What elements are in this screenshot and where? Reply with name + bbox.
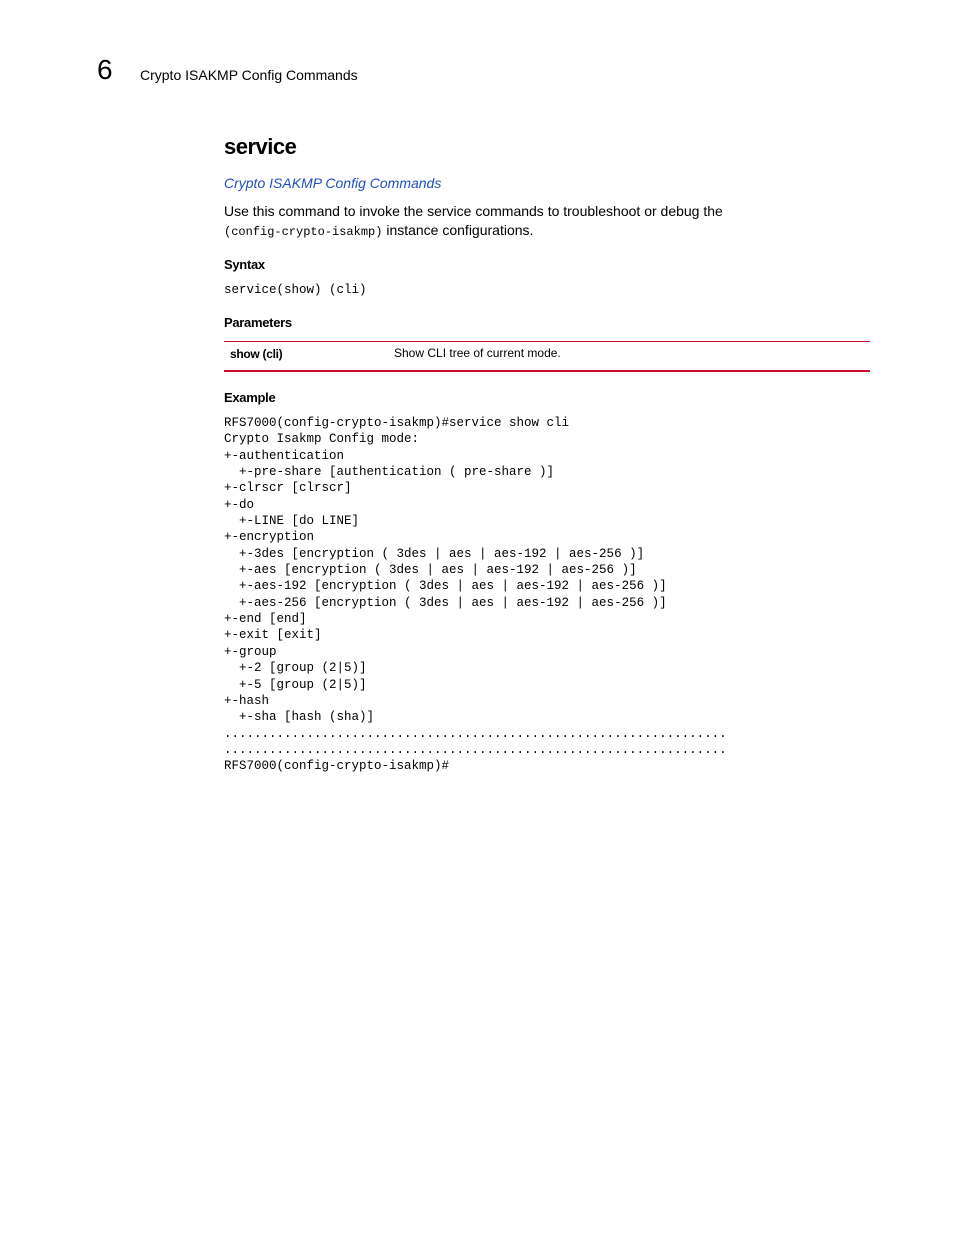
code-line: +-aes-192 [encryption ( 3des | aes | aes-192 | aes-256 )] [224, 579, 667, 594]
code-line: RFS7000(config-crypto-isakmp)#service show cli [224, 416, 570, 430]
code-line: +-group [224, 644, 277, 659]
parameters-table [224, 341, 870, 372]
code-line: ................................................................... [224, 726, 727, 741]
parameters-heading: Parameters [224, 315, 292, 330]
code-line: +-clrscr [clrscr] [224, 481, 352, 496]
description-code: (config-crypto-isakmp) [224, 225, 383, 239]
code-line: +-2 [group (2|5)] [224, 661, 367, 676]
code-line: +-5 [group (2|5)] [224, 677, 367, 692]
syntax-heading: Syntax [224, 257, 265, 272]
description-text: Use this command to invoke the service commands to troubleshoot or debug the [224, 203, 723, 219]
parameter-name: show (cli) [230, 347, 283, 361]
code-line: +-sha [hash (sha)] [224, 710, 375, 725]
syntax-line: service(show) (cli) [224, 283, 367, 297]
code-line: +-encryption [224, 530, 315, 545]
code-line: ................................................................... [224, 742, 727, 757]
code-line: Crypto Isakmp Config mode: [224, 432, 420, 447]
code-line: +-hash [224, 693, 270, 708]
command-title: service [224, 134, 297, 159]
code-line: RFS7000(config-crypto-isakmp)# [224, 759, 450, 774]
description-text-end: instance configurations. [382, 222, 534, 238]
code-line: +-aes-256 [encryption ( 3des | aes | aes-192 | aes-256 )] [224, 595, 667, 610]
example-heading: Example [224, 390, 276, 405]
code-line: +-authentication [224, 448, 345, 463]
chapter-number: 6 [97, 54, 113, 85]
code-line: +-LINE [do LINE] [224, 514, 360, 529]
code-line: +-exit [exit] [224, 628, 322, 643]
command-description [224, 202, 870, 242]
code-line: +-pre-share [authentication ( pre-share )] [224, 465, 555, 480]
code-line: +-3des [encryption ( 3des | aes | aes-192 | aes-256 )] [224, 546, 645, 561]
chapter-link[interactable]: Crypto ISAKMP Config Commands [224, 175, 442, 191]
parameter-description: Show CLI tree of current mode. [394, 346, 561, 360]
example-code-block [224, 415, 727, 775]
code-line: +-end [end] [224, 612, 307, 627]
running-header-title: Crypto ISAKMP Config Commands [140, 67, 358, 83]
code-line: +-do [224, 497, 255, 512]
code-line: +-aes [encryption ( 3des | aes | aes-192 | aes-256 )] [224, 563, 637, 578]
